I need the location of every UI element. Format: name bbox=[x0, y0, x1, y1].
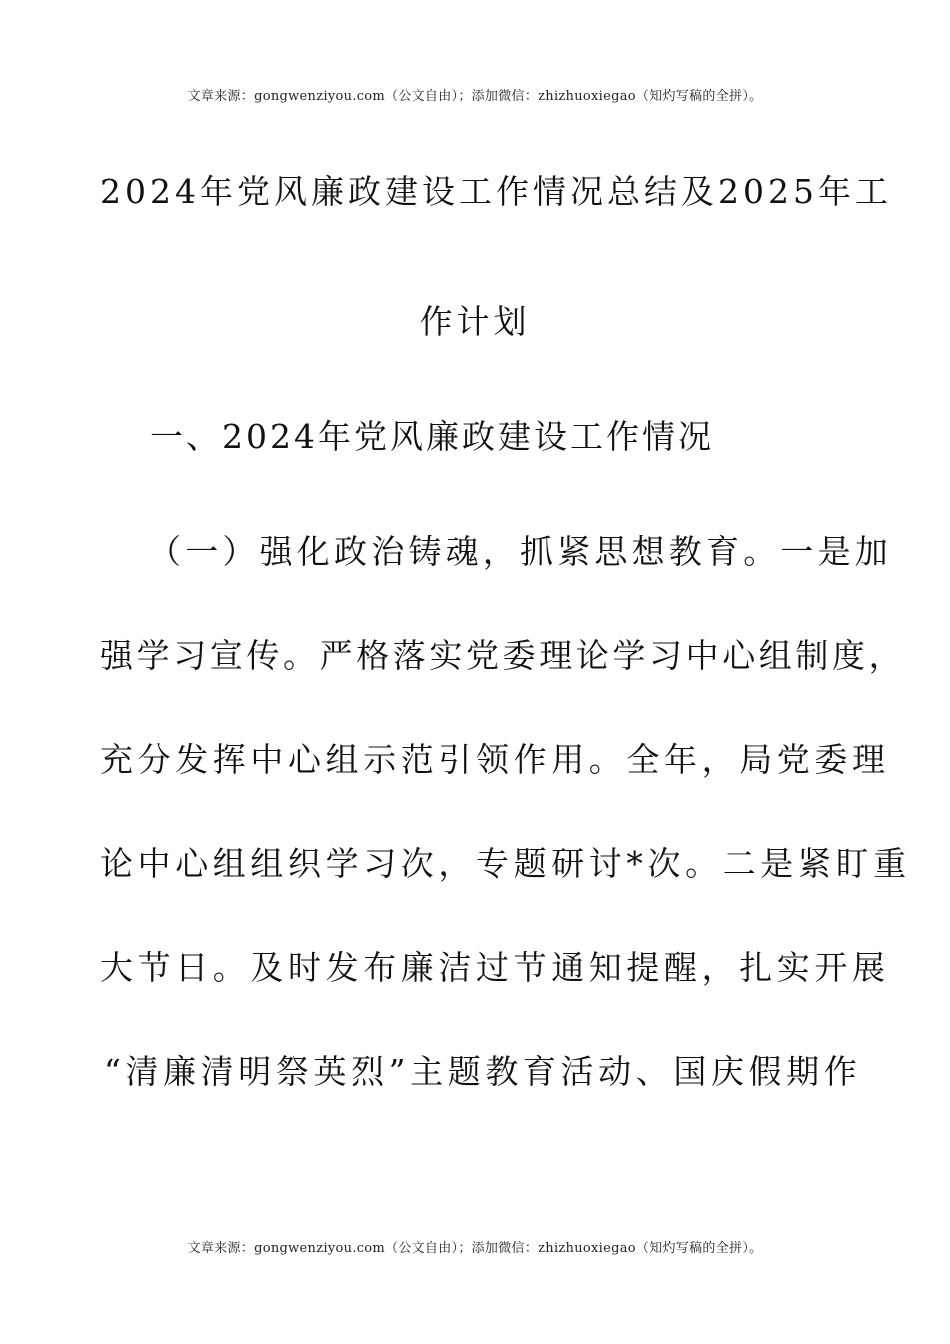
body-line: （一）强化政治铸魂，抓紧思想教育。一是加 bbox=[148, 532, 892, 571]
body-line: 充分发挥中心组示范引领作用。全年，局党委理 bbox=[100, 740, 890, 779]
header-source-line: 文章来源：gongwenziyou.com（公文自由）；添加微信：zhizhuoxiegao（知灼写稿的全拼）。 bbox=[187, 89, 763, 104]
body-line: 论中心组组织学习次，专题研讨*次。二是紧盯重 bbox=[100, 844, 911, 883]
body-line: “清廉清明祭英烈”主题教育活动、国庆假期作 bbox=[104, 1052, 862, 1091]
document-title-line-1: 2024年党风廉政建设工作情况总结及2025年工 bbox=[100, 172, 892, 211]
body-line: 大节日。及时发布廉洁过节通知提醒，扎实开展 bbox=[100, 948, 890, 987]
footer-source-line: 文章来源：gongwenziyou.com（公文自由）；添加微信：zhizhuoxiegao（知灼写稿的全拼）。 bbox=[187, 1241, 763, 1256]
body-line: 强学习宣传。严格落实党委理论学习中心组制度， bbox=[100, 636, 906, 675]
section-heading: 一、2024年党风廉政建设工作情况 bbox=[150, 417, 714, 456]
document-title-line-2: 作计划 bbox=[419, 302, 531, 341]
